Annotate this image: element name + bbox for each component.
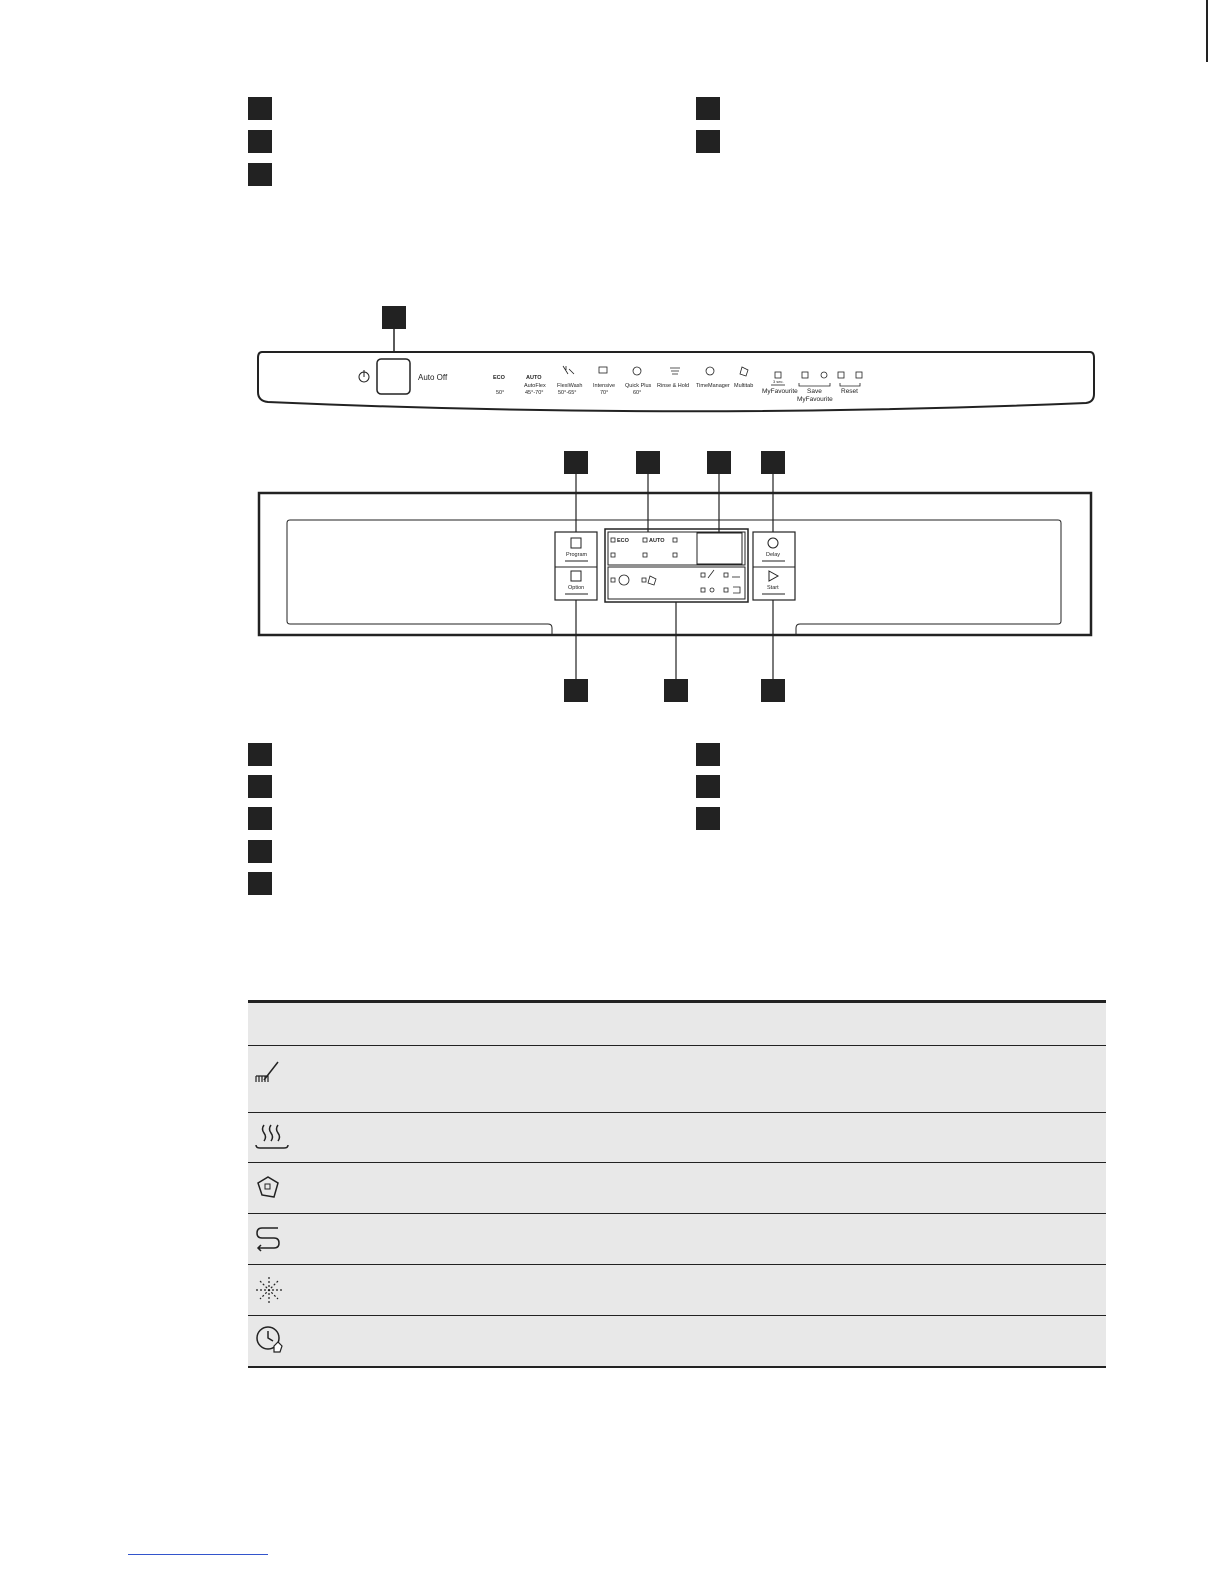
flexiwash-label: FlexiWash [557,383,583,389]
callout-marker [761,679,785,702]
legend-marker [248,840,272,863]
sparkle-indicator-icon [710,588,714,592]
clock-hand-icon [254,1324,286,1356]
loop-icon [254,1224,284,1254]
callout-marker [564,679,588,702]
callout-marker [636,451,660,474]
legend-marker [248,743,272,766]
legend-marker [248,872,272,895]
indicator-table [248,1000,1106,1368]
reset-label: Reset [841,388,858,395]
sparkle-icon [254,1275,284,1305]
intensive-label: Intensive [593,383,616,389]
save-caption: MyFavourite [797,396,833,403]
table-row [248,1214,1106,1265]
multitab-indicator-icon [648,576,656,585]
multitab-label: Multitab [734,383,754,389]
timemanager-label: TimeManager [696,383,730,389]
callout-marker [707,451,731,474]
hold-label: 3 sec. [773,379,784,384]
brush-icon [254,1058,284,1086]
callout-marker [761,451,785,474]
legend-marker [696,807,720,830]
autoflex-label: AutoFlex [524,383,546,389]
eco-label: ECO [493,375,505,381]
footer-link-underline[interactable] [128,1554,268,1555]
autoflex-temp: 45°-70° [525,390,544,396]
table-row [248,1046,1106,1113]
myfavourite-label: MyFavourite [762,388,798,395]
auto-label: AUTO [526,375,542,381]
power-button [377,359,410,394]
legend-marker [696,743,720,766]
eco-indicator-label: ECO [617,538,629,544]
auto-off-label: Auto Off [418,373,448,382]
time-display [697,533,742,564]
loop-indicator-icon [733,587,740,593]
table-row [248,1163,1106,1214]
table-row [248,1316,1106,1368]
legend-marker [248,775,272,798]
table-row [248,1113,1106,1163]
intensive-temp: 70° [600,390,609,396]
quickplus-label: Quick Plus [625,383,652,389]
delay-button-label: Delay [766,552,781,558]
eco-temp: 50° [496,390,505,396]
save-label: Save [807,388,822,395]
legend-marker [248,807,272,830]
table-row [248,1265,1106,1316]
callout-marker [664,679,688,702]
program-button-label: Program [566,552,588,558]
legend-marker [696,775,720,798]
flexiwash-temp: 50°-65° [558,390,577,396]
quickplus-temp: 60° [633,390,642,396]
heat-icon [252,1121,292,1151]
timemanager-indicator-icon [619,575,629,585]
rinse-aid-indicator-icon [708,570,714,578]
option-button-label: Option [568,585,585,591]
callout-marker [564,451,588,474]
display-frame [259,493,1091,635]
rinse-hold-label: Rinse & Hold [657,383,690,389]
start-button-label: Start [767,585,779,591]
tablet-icon [254,1173,284,1203]
auto-indicator-label: AUTO [649,538,665,544]
table-header [248,1003,1106,1046]
callout-marker [382,306,406,329]
